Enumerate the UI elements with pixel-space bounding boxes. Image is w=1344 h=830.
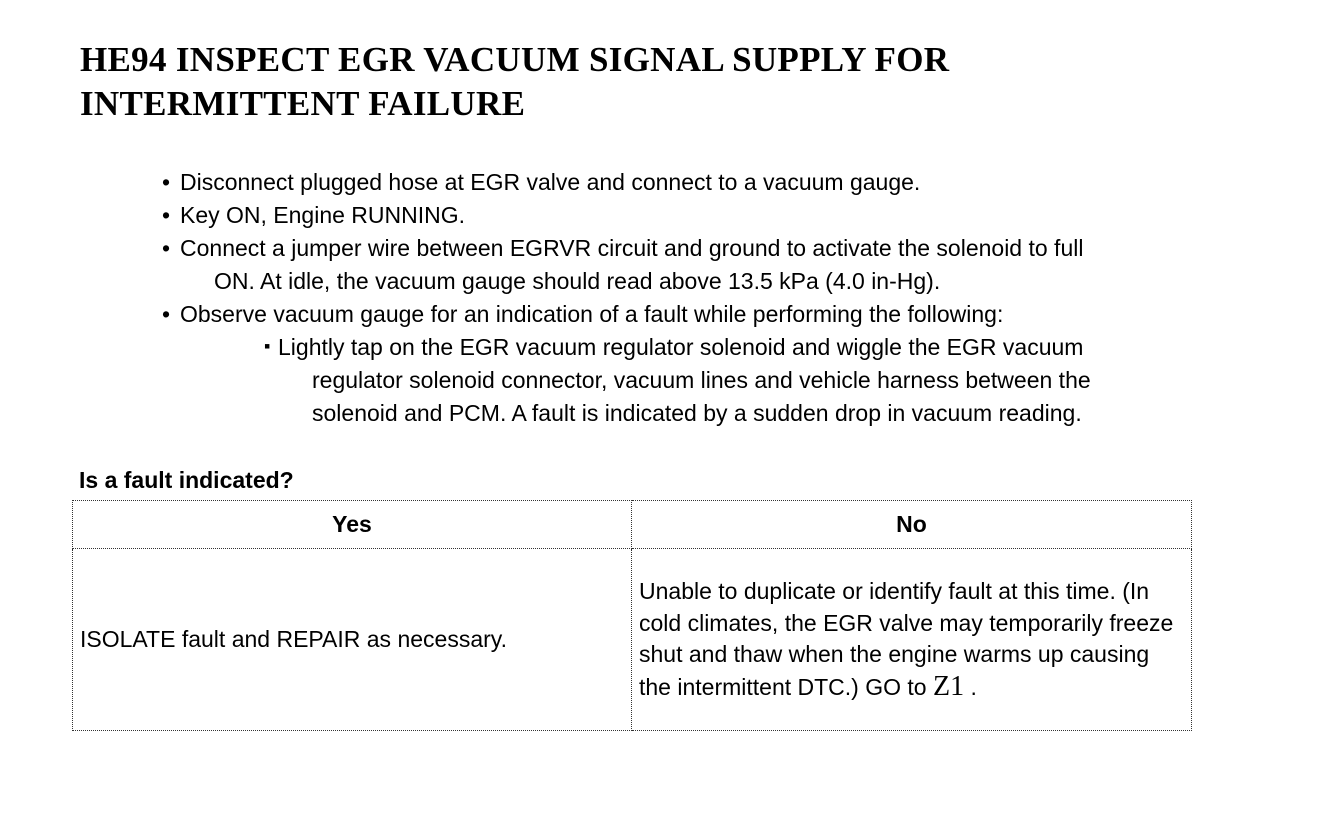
no-column-header: No [632,501,1192,549]
square-bullet-icon: ▪ [264,336,271,356]
step-text: Key ON, Engine RUNNING. [180,202,466,228]
substep-text: Lightly tap on the EGR vacuum regulator solenoid and wiggle the EGR vacuum [278,334,1084,360]
no-cell [632,549,1192,731]
step-text: Disconnect plugged hose at EGR valve and connect to a vacuum gauge. [180,169,921,195]
bullet-icon: • [162,235,171,261]
table-header-row [73,501,1192,549]
procedure-steps [160,166,1300,430]
bullet-icon: • [162,301,171,327]
yes-column-header: Yes [73,501,632,549]
question-heading: Is a fault indicated? [79,467,294,493]
bullet-icon: • [162,202,171,228]
step-text-continuation: ON. At idle, the vacuum gauge should read above 13.5 kPa (4.0 in-Hg). [214,268,941,294]
answer-table [72,500,1192,731]
substep-text-continuation: regulator solenoid connector, vacuum lines and vehicle harness between the [312,367,1091,393]
step-text: Connect a jumper wire between EGRVR circuit and ground to activate the solenoid to full [180,235,1084,261]
step-item [160,199,1300,232]
table-row [73,549,1192,731]
yes-cell [73,549,632,731]
step-item [160,232,1300,298]
no-action-text: Unable to duplicate or identify fault at this time. (In cold climates, the EGR valve may temporarily freeze shut and thaw when the engine warms up causing the intermittent DTC.) GO to [639,578,1174,700]
step-item [160,298,1300,331]
substep-item [264,331,1300,430]
bullet-icon: • [162,169,171,195]
substep-text-continuation: solenoid and PCM. A fault is indicated by a sudden drop in vacuum reading. [312,400,1082,426]
yes-action-text: ISOLATE fault and REPAIR as necessary. [80,625,507,652]
goto-z1-link[interactable]: Z1 [932,670,965,702]
page-title: HE94 INSPECT EGR VACUUM SIGNAL SUPPLY FOR INTERMITTENT FAILURE [80,40,950,123]
goto-suffix: . [964,673,977,700]
step-text: Observe vacuum gauge for an indication of a fault while performing the following: [180,301,1004,327]
step-item [160,166,1300,199]
